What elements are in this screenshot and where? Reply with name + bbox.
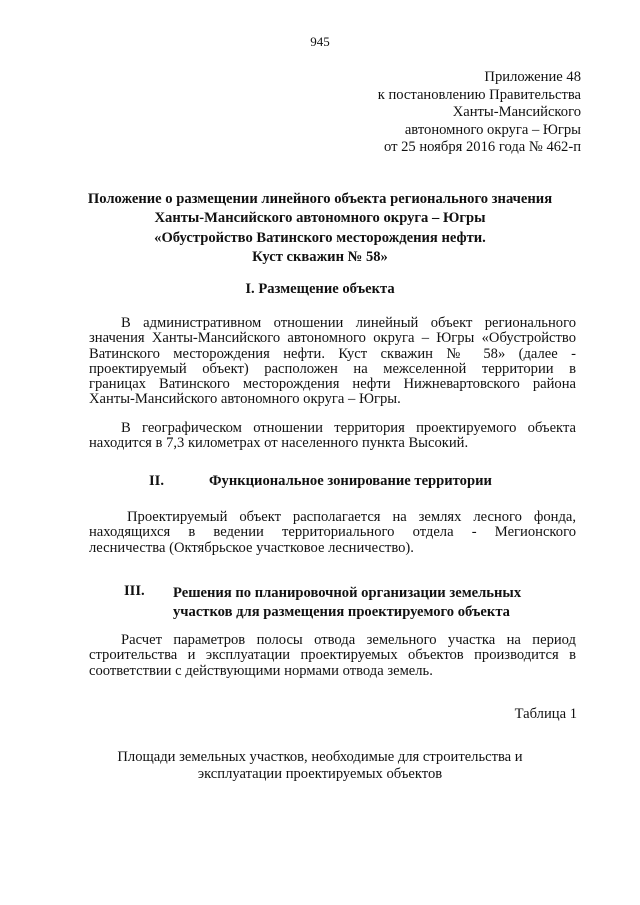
title-line: Положение о размещении линейного объекта регионального значения	[87, 191, 553, 207]
paragraph-line: Ханты-Мансийского автономного округа – Югры.	[89, 391, 401, 408]
document-title	[60, 190, 580, 267]
paragraph-line: значения Ханты-Мансийского автономного округа – Югры «Обустройство	[89, 330, 576, 347]
section-3-title-line: Решения по планировочной организации земельных	[173, 585, 522, 601]
section-1-paragraph-2	[89, 421, 576, 452]
section-1-paragraph-1	[89, 316, 576, 408]
paragraph-line: соответствии с действующими нормами отвода земель.	[89, 662, 433, 679]
table-caption-line: Площади земельных участков, необходимые для строительства и	[117, 749, 523, 765]
section-2-number: II.	[149, 473, 165, 489]
section-2-title: Функциональное зонирование территории	[209, 473, 492, 489]
section-3-title-line: участков для размещения проектируемого объекта	[173, 604, 510, 620]
section-3-paragraph	[89, 633, 576, 679]
appendix-line: автономного округа – Югры	[404, 121, 581, 138]
section-3-number: III.	[124, 583, 145, 599]
paragraph-line: строительства и эксплуатации проектируемых объектов производится в	[89, 647, 576, 664]
paragraph-line: лесничества (Октябрьское участковое лесничество).	[89, 539, 414, 556]
appendix-line: от 25 ноября 2016 года № 462-п	[383, 139, 581, 156]
paragraph-line: Ватинского месторождения нефти. Куст скважин № 58» (далее -	[89, 345, 576, 362]
page-number: 945	[310, 34, 330, 49]
paragraph-line: В административном отношении линейный объект регионального	[121, 315, 576, 331]
title-line: «Обустройство Ватинского месторождения нефти.	[154, 229, 486, 246]
paragraph-line: Проектируемый объект располагается на землях лесного фонда,	[127, 509, 576, 525]
paragraph-line: В географическом отношении территория проектируемого объекта	[121, 420, 576, 436]
table-caption	[60, 749, 580, 783]
appendix-line: Приложение 48	[484, 69, 581, 85]
section-3-title	[173, 584, 521, 622]
paragraph-line: Расчет параметров полосы отвода земельного участка на период	[121, 632, 576, 648]
table-caption-line: эксплуатации проектируемых объектов	[197, 766, 443, 782]
appendix-reference	[378, 69, 581, 157]
paragraph-line: границах Ватинского месторождения нефти Нижневартовского района	[89, 376, 576, 393]
section-2-paragraph	[89, 510, 576, 556]
title-line: Ханты-Мансийского автономного округа – Югры	[154, 210, 486, 227]
paragraph-line: находящихся в ведении территориального отдела - Мегионского	[89, 524, 576, 541]
title-line: Куст скважин № 58»	[252, 248, 388, 265]
paragraph-line: находится в 7,3 километрах от населенного пункта Высокий.	[89, 435, 469, 452]
table-number-label: Таблица 1	[514, 706, 577, 722]
paragraph-line: проектируемый объект) расположен на межселенной территории в	[89, 360, 576, 377]
appendix-line: Ханты-Мансийского	[452, 104, 581, 121]
section-1-heading: I. Размещение объекта	[245, 281, 395, 297]
appendix-line: к постановлению Правительства	[377, 86, 581, 103]
